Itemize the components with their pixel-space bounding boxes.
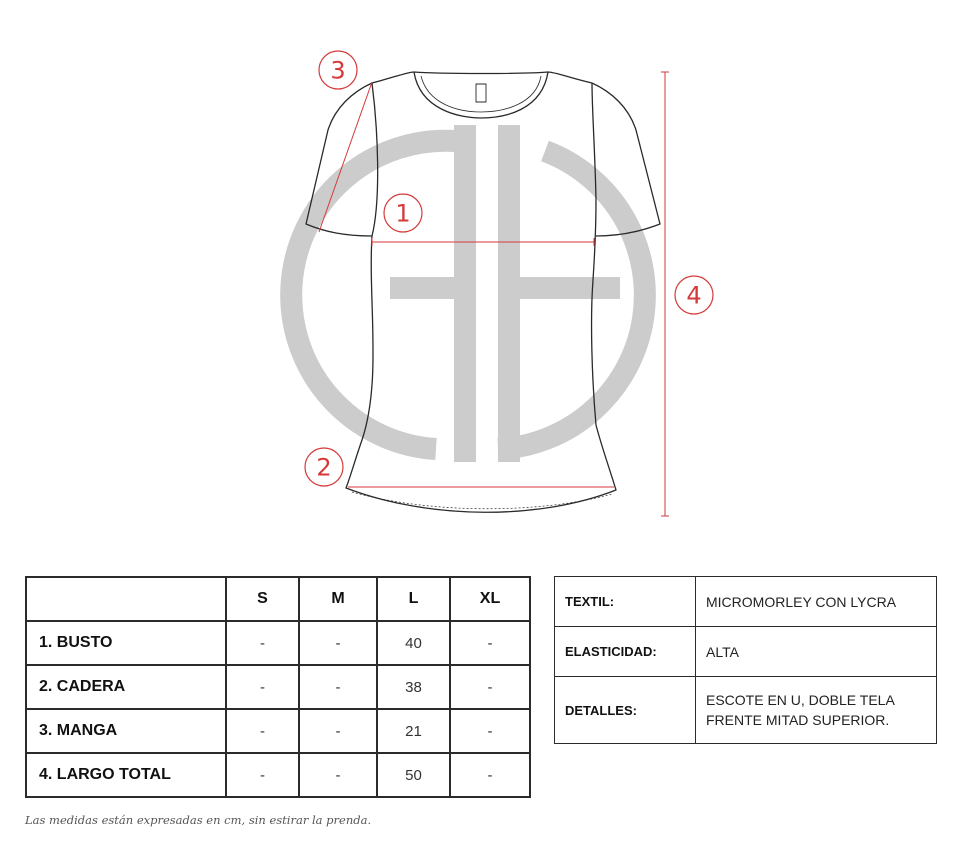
svg-text:3: 3 <box>330 56 346 85</box>
table-row <box>26 665 530 709</box>
cell-manga-xl: - <box>450 709 530 753</box>
cell-busto-xl: - <box>450 621 530 665</box>
spec-label-textil: TEXTIL: <box>555 577 696 627</box>
cell-cadera-xl: - <box>450 665 530 709</box>
spec-label-detalles: DETALLES: <box>555 677 696 744</box>
spec-label-elasticidad: ELASTICIDAD: <box>555 627 696 677</box>
spec-value-detalles: ESCOTE EN U, DOBLE TELA FRENTE MITAD SUPERIOR. <box>696 677 937 744</box>
cell-largo-m: - <box>299 753 377 797</box>
callout-4 <box>675 276 713 314</box>
size-header-corner <box>26 577 226 621</box>
cell-largo-s: - <box>226 753 299 797</box>
callout-1 <box>384 194 422 232</box>
spec-row-detalles <box>555 677 937 744</box>
cell-largo-l: 50 <box>377 753 450 797</box>
cell-busto-m: - <box>299 621 377 665</box>
row-label-busto: 1. BUSTO <box>26 621 226 665</box>
cell-busto-l: 40 <box>377 621 450 665</box>
table-row <box>26 753 530 797</box>
cell-manga-s: - <box>226 709 299 753</box>
cell-cadera-l: 38 <box>377 665 450 709</box>
cell-cadera-m: - <box>299 665 377 709</box>
row-label-manga: 3. MANGA <box>26 709 226 753</box>
cell-cadera-s: - <box>226 665 299 709</box>
spec-row-elasticidad <box>555 627 937 677</box>
svg-text:2: 2 <box>316 453 332 482</box>
cell-manga-l: 21 <box>377 709 450 753</box>
callout-2 <box>305 448 343 486</box>
row-label-largo-total: 4. LARGO TOTAL <box>26 753 226 797</box>
size-table <box>25 576 531 798</box>
svg-text:1: 1 <box>395 199 411 228</box>
size-header-s: S <box>226 577 299 621</box>
cell-largo-xl: - <box>450 753 530 797</box>
row-label-cadera: 2. CADERA <box>26 665 226 709</box>
spec-row-textil <box>555 577 937 627</box>
svg-text:4: 4 <box>686 281 702 310</box>
size-header-row <box>26 577 530 621</box>
size-header-m: M <box>299 577 377 621</box>
size-header-l: L <box>377 577 450 621</box>
callout-3 <box>319 51 357 89</box>
table-row <box>26 621 530 665</box>
spec-value-elasticidad: ALTA <box>696 627 937 677</box>
cell-manga-m: - <box>299 709 377 753</box>
spec-value-textil: MICROMORLEY CON LYCRA <box>696 577 937 627</box>
measurement-footnote: Las medidas están expresadas en cm, sin estirar la prenda. <box>25 813 372 827</box>
cell-busto-s: - <box>226 621 299 665</box>
size-header-xl: XL <box>450 577 530 621</box>
fabric-spec-table <box>554 576 937 744</box>
table-row <box>26 709 530 753</box>
